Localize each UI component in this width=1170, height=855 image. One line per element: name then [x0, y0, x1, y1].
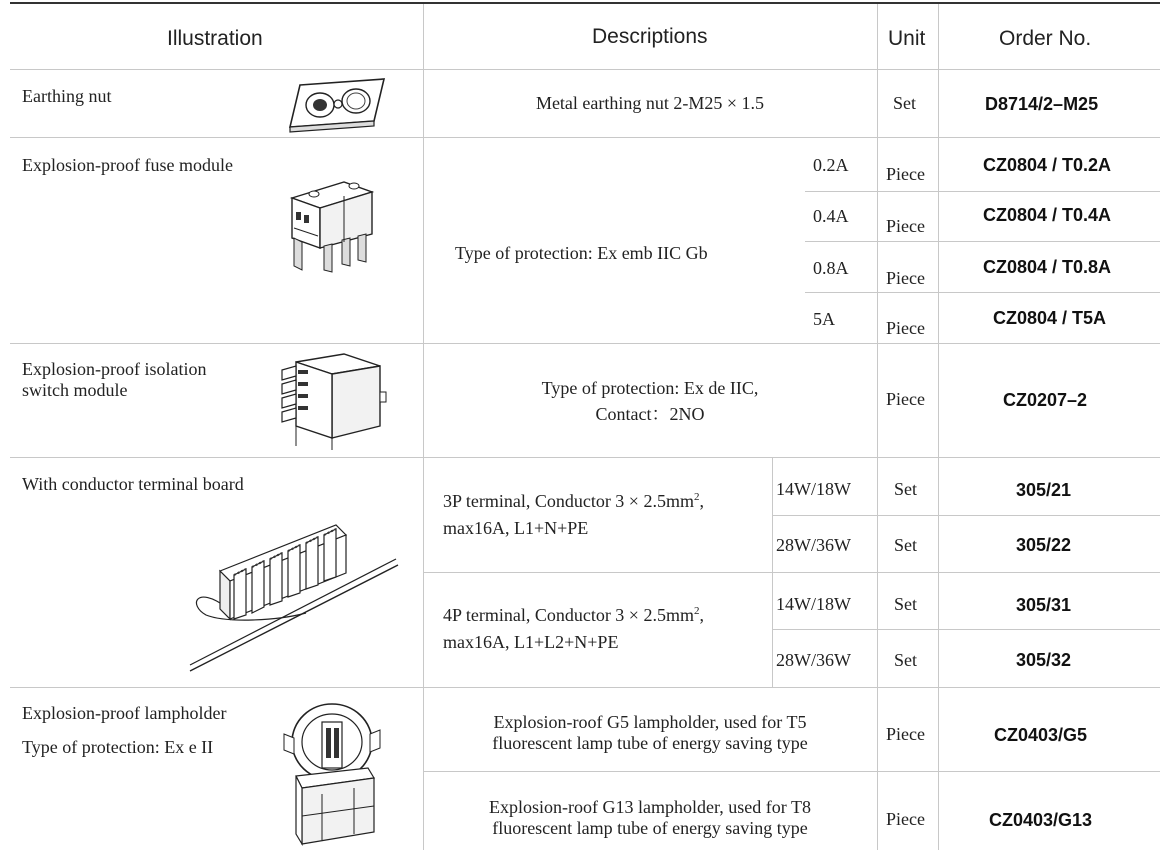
terminal-3p-description-line1: 3P terminal, Conductor $3 \times 2.5mm^2$,: [443, 491, 704, 511]
terminal-3p-order-no-1: 305/22: [1016, 535, 1072, 555]
fuse-rating-3: 5A: [813, 309, 835, 329]
terminal-3p-power-0: 14W/18W: [776, 479, 851, 499]
column-divider: [877, 4, 878, 850]
lampholder-g13-unit: Piece: [886, 809, 925, 829]
row-divider: [772, 515, 1160, 516]
lampholder-label: Explosion-proof lampholder: [22, 703, 227, 723]
terminal-4p-order-no-1: 305/32: [1016, 650, 1072, 670]
earthing-nut-unit: Set: [893, 93, 917, 113]
isolation-switch-description-line2: Contact：2NO: [595, 404, 705, 424]
terminal-4p-power-1: 28W/36W: [776, 650, 851, 670]
terminal-3p-order-no-0: 305/21: [1016, 480, 1072, 500]
fuse-rating-1: 0.4A: [813, 206, 849, 226]
lampholder-drawing: [282, 698, 387, 855]
isolation-switch-drawing: [276, 352, 391, 457]
isolation-switch-unit: Piece: [886, 389, 925, 409]
fuse-rating-2: 0.8A: [813, 258, 849, 278]
earthing-nut-order-no: D8714/2–M25: [985, 94, 1099, 114]
header-unit: Unit: [888, 27, 926, 50]
earthing-nut-drawing: [288, 77, 388, 138]
terminal-3p-power-1: 28W/36W: [776, 535, 851, 555]
lampholder-g5-order-no: CZ0403/G5: [994, 725, 1088, 745]
header-descriptions: Descriptions: [592, 25, 708, 48]
terminal-4p-power-0: 14W/18W: [776, 594, 851, 614]
terminal-3p-unit-1: Set: [894, 535, 918, 555]
fuse-rating-0: 0.2A: [813, 155, 849, 175]
fuse-unit-1: Piece: [886, 216, 925, 236]
table-top-border: [10, 2, 1160, 4]
row-divider: [805, 241, 1160, 242]
terminal-4p-unit-1: Set: [894, 650, 918, 670]
row-divider: [10, 137, 1160, 138]
row-divider: [10, 343, 1160, 344]
lampholder-g13-order-no: CZ0403/G13: [989, 810, 1093, 830]
fuse-unit-2: Piece: [886, 268, 925, 288]
fuse-order-no-2: CZ0804 / T0.8A: [983, 257, 1112, 277]
terminal-board-drawing: [186, 515, 406, 680]
terminal-3p-unit-0: Set: [894, 479, 918, 499]
lampholder-g5-description-line2: fluorescent lamp tube of energy saving type: [492, 733, 808, 753]
header-illustration: Illustration: [167, 27, 263, 50]
fuse-module-label: Explosion-proof fuse module: [22, 155, 233, 175]
row-divider: [805, 292, 1160, 293]
earthing-nut-description: Metal earthing nut 2-M25 × 1.5: [535, 93, 765, 113]
terminal-4p-unit-0: Set: [894, 594, 918, 614]
terminal-4p-description-line2: max16A, L1+L2+N+PE: [443, 632, 619, 652]
lampholder-g13-description-line2: fluorescent lamp tube of energy saving type: [492, 818, 808, 838]
row-divider: [772, 629, 1160, 630]
earthing-nut-label: Earthing nut: [22, 86, 112, 106]
fuse-unit-3: Piece: [886, 318, 925, 338]
terminal-4p-description-line1: 4P terminal, Conductor $3 \times 2.5mm^2$,: [443, 605, 704, 625]
lampholder-g13-description-line1: Explosion-roof G13 lampholder, used for T8: [489, 797, 811, 817]
fuse-module-description: Type of protection: Ex emb IIC Gb: [455, 243, 708, 263]
isolation-switch-label-line1: Explosion-proof isolation: [22, 359, 207, 379]
row-divider: [10, 687, 1160, 688]
row-divider: [805, 191, 1160, 192]
lampholder-g5-unit: Piece: [886, 724, 925, 744]
lampholder-sublabel: Type of protection: Ex e II: [22, 737, 214, 757]
isolation-switch-order-no: CZ0207–2: [1003, 390, 1088, 410]
terminal-board-label: With conductor terminal board: [22, 474, 244, 494]
isolation-switch-label-line2: switch module: [22, 380, 128, 400]
isolation-switch-description-line1: Type of protection: Ex de IIC,: [541, 378, 759, 398]
row-divider: [10, 69, 1160, 70]
column-divider: [772, 457, 773, 687]
fuse-order-no-3: CZ0804 / T5A: [993, 308, 1107, 328]
column-divider: [938, 4, 939, 850]
fuse-unit-0: Piece: [886, 164, 925, 184]
terminal-3p-description-line2: max16A, L1+N+PE: [443, 518, 589, 538]
lampholder-g5-description-line1: Explosion-roof G5 lampholder, used for T5: [493, 712, 807, 732]
fuse-order-no-1: CZ0804 / T0.4A: [983, 205, 1112, 225]
row-divider: [423, 771, 1160, 772]
row-divider: [423, 572, 1160, 573]
row-divider: [10, 457, 1160, 458]
header-order-no: Order No.: [999, 27, 1092, 50]
fuse-order-no-0: CZ0804 / T0.2A: [983, 155, 1112, 175]
fuse-module-drawing: [284, 178, 379, 283]
terminal-4p-order-no-0: 305/31: [1016, 595, 1072, 615]
